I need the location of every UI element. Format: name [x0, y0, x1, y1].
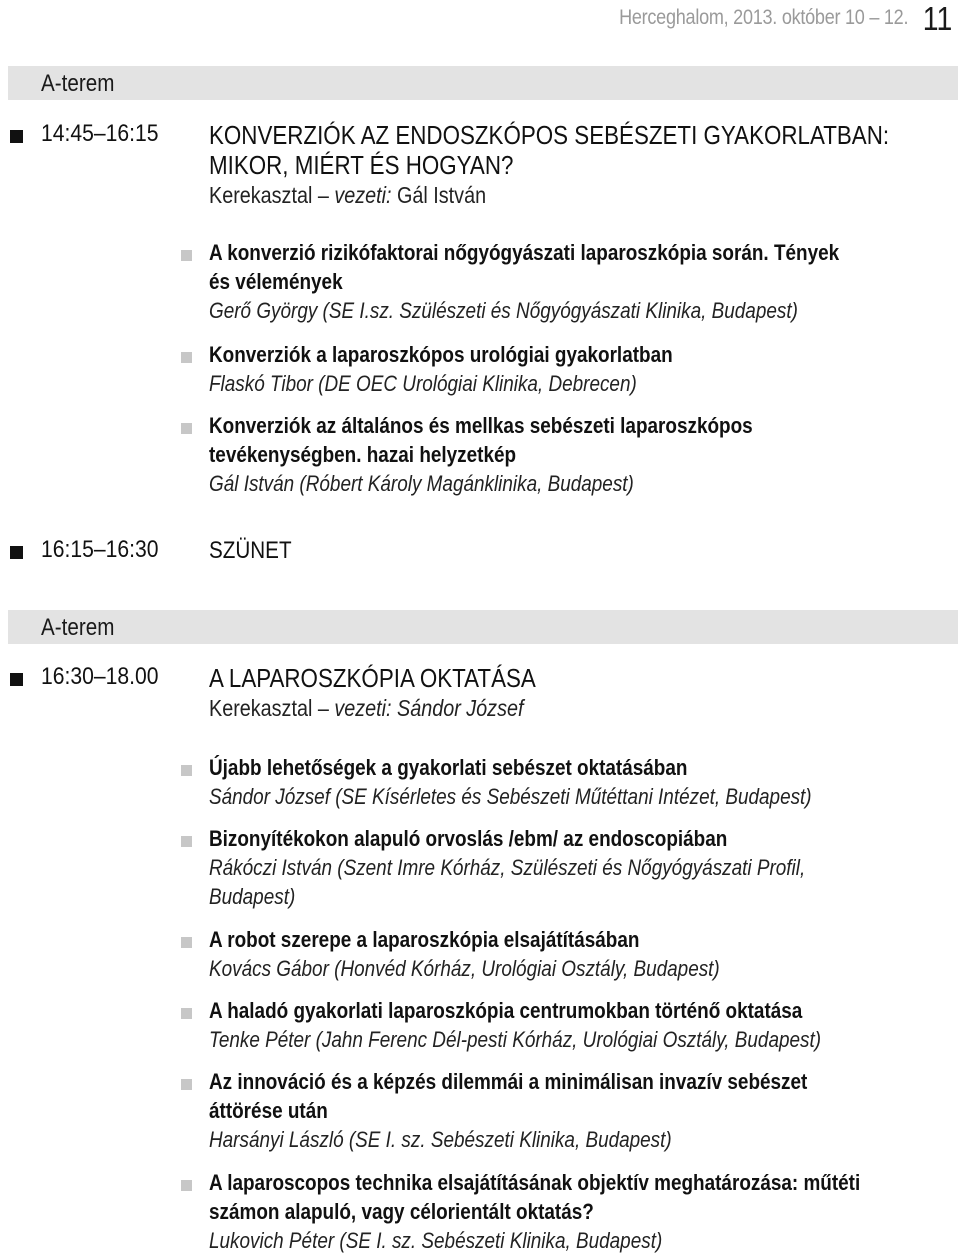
chair-role: vezeti: Sándor József: [334, 695, 524, 721]
session-header: [209, 120, 949, 210]
event-location-date: Herceghalom, 2013. október 10 – 12.: [618, 6, 908, 29]
talk-title: Bizonyítékokon alapuló orvoslás /ebm/ az endoscopiában: [209, 826, 728, 851]
session-title-line: MIKOR, MIÉRT ÉS HOGYAN?: [209, 150, 514, 180]
talk-title: számon alapuló, vagy célorientált oktatás?: [209, 1199, 594, 1224]
talk-title: A laparoscopos technika elsajátításának objektív meghatározása: műtéti: [209, 1170, 861, 1195]
talk-bullet-icon: [181, 1008, 192, 1019]
page-header: [0, 0, 960, 44]
room-bar-first: [8, 66, 958, 100]
session-time: 16:30–18.00: [41, 663, 159, 690]
break-label: SZÜNET: [209, 537, 292, 564]
talk-bullet-icon: [181, 250, 192, 261]
talk-bullet-icon: [181, 1079, 192, 1090]
talk-title: tevékenységben. hazai helyzetkép: [209, 442, 517, 467]
talk-bullet-icon: [181, 836, 192, 847]
talk-bullet-icon: [181, 423, 192, 434]
room-label: A-terem: [41, 70, 115, 97]
talk-bullet-icon: [181, 765, 192, 776]
talk-speaker: Gál István (Róbert Károly Magánklinika, Budapest): [209, 471, 634, 496]
session-title-line: KONVERZIÓK AZ ENDOSZKÓPOS SEBÉSZETI GYAKORLATBAN:: [209, 120, 890, 150]
room-bar-second: [8, 610, 958, 644]
talk-body: [209, 925, 949, 983]
talk-speaker: Flaskó Tibor (DE OEC Urológiai Klinika, Debrecen): [209, 371, 637, 396]
talk-bullet-icon: [181, 352, 192, 363]
chair-role: vezeti:: [334, 182, 392, 208]
talk-title: Konverziók az általános és mellkas sebészeti laparoszkópos: [209, 413, 753, 438]
session-chair: [209, 693, 949, 723]
room-label: A-terem: [41, 614, 115, 641]
session-bullet-icon: [10, 546, 23, 559]
talk-speaker: Rákóczi István (Szent Imre Kórház, Szülészeti és Nőgyógyászati Profil,: [209, 855, 806, 880]
talk-body: [209, 238, 949, 325]
talk-speaker: Budapest): [209, 884, 296, 909]
session-title: A LAPAROSZKÓPIA OKTATÁSA: [209, 663, 536, 693]
talk-body: [209, 824, 949, 911]
page-number: 11: [922, 0, 952, 37]
talk-speaker: Harsányi László (SE I. sz. Sebészeti Klinika, Budapest): [209, 1127, 672, 1152]
talk-body: [209, 411, 949, 498]
session-time: 14:45–16:15: [41, 120, 159, 147]
talk-body: [209, 996, 949, 1054]
break-time: 16:15–16:30: [41, 536, 159, 563]
talk-bullet-icon: [181, 1180, 192, 1191]
talk-title: Újabb lehetőségek a gyakorlati sebészet oktatásában: [209, 755, 688, 780]
talk-title: A haladó gyakorlati laparoszkópia centrumokban történő oktatása: [209, 998, 803, 1023]
talk-speaker: Tenke Péter (Jahn Ferenc Dél-pesti Kórház, Urológiai Osztály, Budapest): [209, 1027, 822, 1052]
session-bullet-icon: [10, 130, 23, 143]
talk-speaker: Sándor József (SE Kísérletes és Sebészeti Műtéttani Intézet, Budapest): [209, 784, 812, 809]
talk-body: [209, 1168, 949, 1255]
talk-title: A robot szerepe a laparoszkópia elsajátításában: [209, 927, 640, 952]
session-chair: [209, 180, 949, 210]
session-header: [209, 663, 949, 723]
talk-title: és vélemények: [209, 269, 343, 294]
talk-title: Az innováció és a képzés dilemmái a minimálisan invazív sebészet: [209, 1069, 808, 1094]
talk-body: [209, 340, 949, 398]
talk-title: áttörése után: [209, 1098, 328, 1123]
talk-speaker: Kovács Gábor (Honvéd Kórház, Urológiai Osztály, Budapest): [209, 956, 720, 981]
talk-body: [209, 753, 949, 811]
talk-body: [209, 1067, 949, 1154]
talk-speaker: Gerő György (SE I.sz. Szülészeti és Nőgyógyászati Klinika, Budapest): [209, 298, 798, 323]
talk-title: A konverzió rizikófaktorai nőgyógyászati laparoszkópia során. Tények: [209, 240, 840, 265]
talk-speaker: Lukovich Péter (SE I. sz. Sebészeti Klinika, Budapest): [209, 1228, 663, 1253]
talk-bullet-icon: [181, 937, 192, 948]
chair-prefix: Kerekasztal –: [209, 182, 335, 208]
talk-title: Konverziók a laparoszkópos urológiai gyakorlatban: [209, 342, 673, 367]
chair-name: Gál István: [391, 182, 487, 208]
session-bullet-icon: [10, 673, 23, 686]
chair-prefix: Kerekasztal –: [209, 695, 335, 721]
